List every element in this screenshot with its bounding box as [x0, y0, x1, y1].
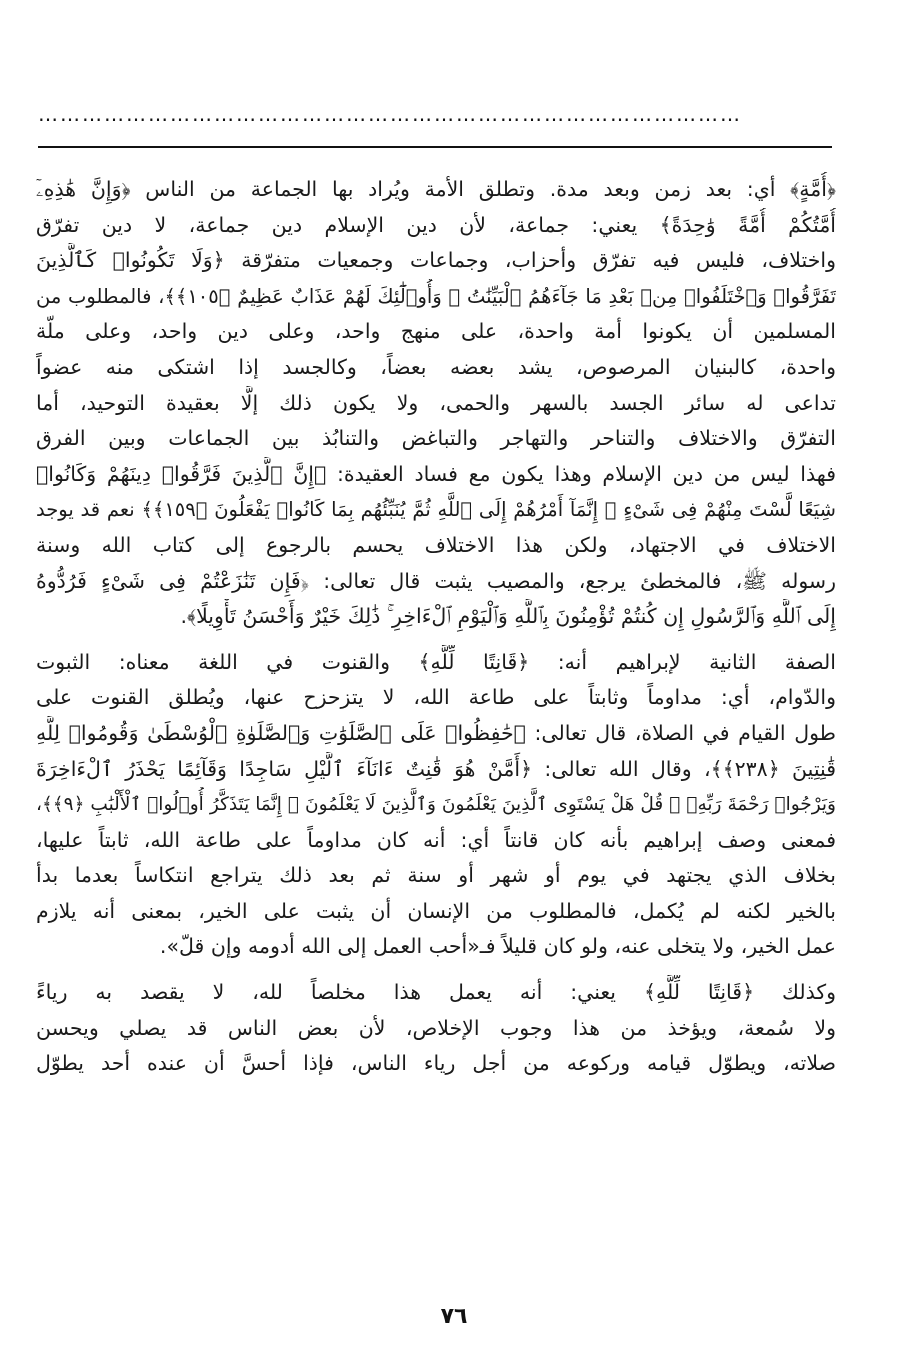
page-number: ٧٦ [440, 1304, 468, 1329]
paragraph [36, 975, 836, 1082]
text-line: ﴿أُمَّةٍ﴾ أي: بعد زمن وبعد مدة. وتطلق الأمة ويُراد بها الجماعة من الناس ﴿وَإِنَّ هَٰذِهِۦٓ [36, 177, 836, 201]
text-line: فمعنى وصف إبراهيم بأنه كان قانتاً أي: أنه كان مداوماً على طاعة الله، ثابتاً عليها، [36, 827, 836, 852]
paragraph [36, 645, 836, 965]
text-line: الصفة الثانية لإبراهيم أنه: ﴿قَانِتًا لِّلَّهِ﴾ والقنوت في اللغة معناه: الثبوت [36, 649, 836, 674]
text-line: التفرّق والاختلاف والتناحر والتهاجر والتباغض والتنابُذ بين الجماعات وبين الفرق [36, 426, 836, 451]
header-rule [38, 146, 832, 148]
text-line: تداعى له سائر الجسد بالسهر والحمى، ولا يكون ذلك إلَّا بعقيدة التوحيد، أما [36, 390, 836, 415]
text-line: المسلمين أن يكونوا أمة واحدة، على منهج واحد، وعلى دين واحد، وعلى ملّة [36, 319, 836, 344]
paragraph-gap [36, 635, 836, 645]
text-line: شِيَعًا لَّسْتَ مِنْهُمْ فِى شَىْءٍ ۚ إِنَّمَآ أَمْرُهُمْ إِلَى ٱللَّهِ ثُمَّ يُنَبِّئُهُم بِمَا كَانُوا۟ يَفْعَلُونَ ﴿١٥٩﴾﴾ نعم قد يوجد [36, 498, 836, 522]
text-line: الاختلاف في الاجتهاد، ولكن هذا الاختلاف يحسم بالرجوع إلى كتاب الله وسنة [36, 532, 836, 557]
text-line: واحدة، كالبنيان المرصوص، يشد بعضه بعضاً، وكالجسد إذا اشتكى منه عضواً [36, 354, 836, 379]
text-line: أُمَّتُكُمْ أُمَّةً وَٰحِدَةً﴾ يعني: جماعة، لأن دين الإسلام دين جماعة، لا دين تفرّق [36, 212, 836, 237]
text-line: تَفَرَّقُوا۟ وَٱخْتَلَفُوا۟ مِنۢ بَعْدِ مَا جَآءَهُمُ ٱلْبَيِّنَٰتُ ۚ وَأُو۟لَٰٓئِكَ لَهُمْ عَذَابٌ عَظِيمٌ ﴿١٠٥﴾﴾، فالمطلوب من [36, 284, 836, 308]
text-line: وكذلك ﴿قَانِتًا لِّلَّهِ﴾ يعني: أنه يعمل هذا مخلصاً لله، لا يقصد به رياءً [36, 980, 836, 1005]
text-line: طول القيام في الصلاة، قال تعالى: ﴿حَٰفِظُوا۟ عَلَى ٱلصَّلَوَٰتِ وَٱلصَّلَوٰةِ ٱلْوُسْطَىٰ وَقُومُوا۟ لِلَّهِ [36, 720, 836, 745]
body-text [36, 172, 836, 1082]
text-line: بالخير لكنه لم يُكمل، فالمطلوب من الإنسان أن يثبت على الخير، بمعنى أنه يلازم [36, 898, 836, 923]
text-line: إِلَى ٱللَّهِ وَٱلرَّسُولِ إِن كُنتُمْ تُؤْمِنُونَ بِٱللَّهِ وَٱلْيَوْمِ ٱلْءَاخِرِ ۚ ذَٰلِكَ خَيْرٌ وَأَحْسَنُ تَأْوِيلًا﴾. [180, 604, 836, 629]
text-line: فهذا ليس من دين الإسلام وهذا يكون مع فساد العقيدة: ﴿إِنَّ ٱلَّذِينَ فَرَّقُوا۟ دِينَهُمْ وَكَانُوا۟ [36, 461, 836, 486]
paragraph [36, 172, 836, 635]
text-line: عمل الخير، ولا يتخلى عنه، ولو كان قليلاً فـ«أحب العمل إلى الله أدومه وإن قلّ». [159, 934, 836, 959]
text-line: وَيَرْجُوا۟ رَحْمَةَ رَبِّهِۦ ۗ قُلْ هَلْ يَسْتَوِى ٱلَّذِينَ يَعْلَمُونَ وَٱلَّذِينَ لَا يَعْلَمُونَ ۗ إِنَّمَا يَتَذَكَّرُ أُو۟لُوا۟ ٱلْأَلْبَٰبِ ﴿٩﴾﴾، [36, 794, 836, 816]
header-separator-dots: …………………………………………………………………………………… [38, 104, 742, 124]
text-line: صلاته، ويطوّل قيامه وركوعه من أجل رياء الناس، فإذا أحسَّ أن عنده أحد يطوّل [36, 1051, 836, 1076]
text-line: رسوله ﷺ، فالمخطئ يرجع، والمصيب يثبت قال تعالى: ﴿فَإِن تَنَٰزَعْتُمْ فِى شَىْءٍ فَرُدُّوهُ [36, 568, 836, 593]
text-line: قَٰنِتِينَ ﴿٢٣٨﴾﴾، وقال الله تعالى: ﴿أَمَّنْ هُوَ قَٰنِتٌ ءَانَآءَ ٱلَّيْلِ سَاجِدًا وَقَآئِمًا يَحْذَرُ ٱلْءَاخِرَةَ [36, 756, 836, 781]
paragraph-gap [36, 965, 836, 975]
text-line: بخلاف الذي يجتهد في يوم أو شهر أو سنة ثم بعد ذلك يتراجع انتكاساً بعدما بدأ [36, 863, 836, 888]
text-line: واختلاف، فليس فيه تفرّق وأحزاب، وجماعات وجمعيات متفرّقة ﴿وَلَا تَكُونُوا۟ كَٱلَّذِينَ [36, 248, 836, 273]
text-line: والدّوام، أي: مداوماً وثابتاً على طاعة الله، لا يتزحزح عنها، ويُطلق القنوت على [36, 685, 836, 710]
text-line: ولا سُمعة، ويؤخذ من هذا وجوب الإخلاص، لأن بعض الناس قد يصلي ويحسن [36, 1015, 836, 1040]
